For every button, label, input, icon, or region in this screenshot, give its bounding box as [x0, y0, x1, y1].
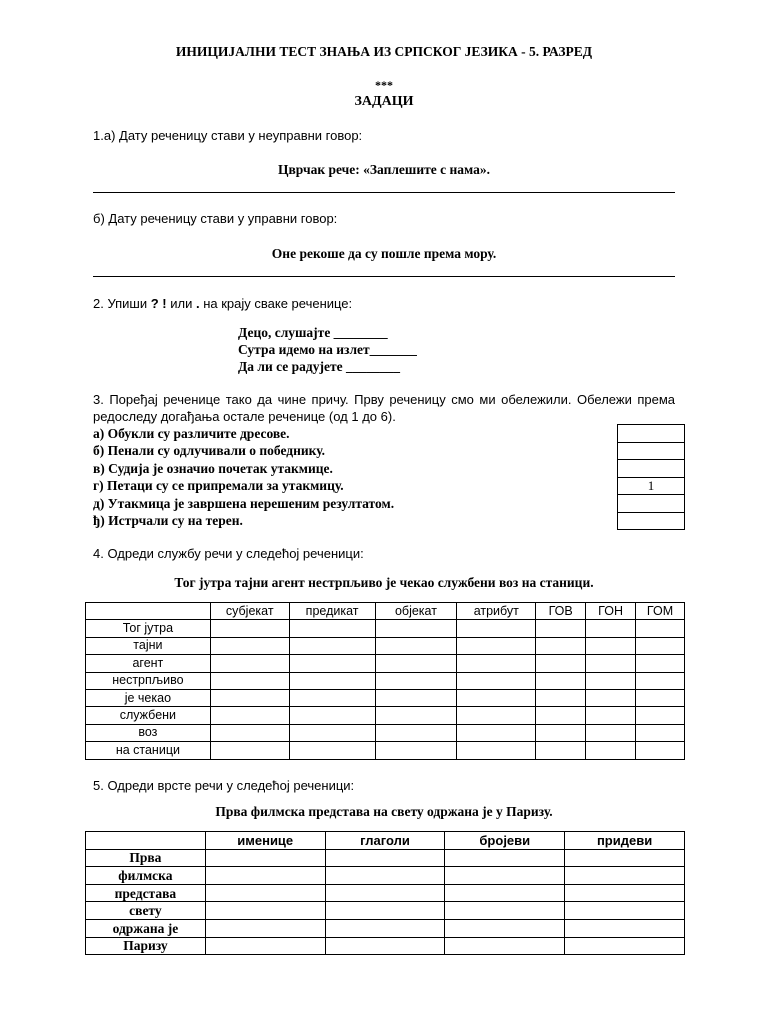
q5-header-cell: придеви: [565, 832, 685, 850]
q1b-answer-line[interactable]: [93, 276, 675, 277]
q3-item: г) Петаци су се припремали за утакмицу.: [93, 478, 344, 494]
q2-prompt-start: 2. Упиши: [93, 296, 151, 311]
q4-cell[interactable]: [636, 707, 685, 724]
table-row: [86, 620, 685, 637]
q3-answer-cell[interactable]: [618, 442, 685, 460]
q4-cell[interactable]: [457, 742, 536, 759]
q5-row-label: представа: [86, 884, 206, 902]
q5-header-cell: глаголи: [325, 832, 445, 850]
q5-cell[interactable]: [565, 867, 685, 885]
q4-header-cell: ГОВ: [536, 603, 586, 620]
table-row: [86, 919, 685, 937]
q5-row-label: одржана је: [86, 919, 206, 937]
q4-header-cell: објекат: [375, 603, 457, 620]
q5-row-label: свету: [86, 902, 206, 920]
q3-answer-cell[interactable]: [618, 495, 685, 513]
q3-prompt: 3. Поређај реченице тако да чине причу. Прву реченицу смо ми обележили. Обележи према редоследу догађања остале реченице (од 1 до 6).: [93, 392, 675, 424]
q5-cell[interactable]: [565, 884, 685, 902]
q4-cell[interactable]: [457, 707, 536, 724]
section-heading: ЗАДАЦИ: [354, 94, 414, 109]
q5-cell[interactable]: [205, 919, 325, 937]
q5-row-label: Прва: [86, 849, 206, 867]
table-row: [86, 902, 685, 920]
q4-cell[interactable]: [210, 620, 289, 637]
q5-cell[interactable]: [205, 884, 325, 902]
q4-cell[interactable]: [536, 707, 586, 724]
q3-answer-cell[interactable]: [618, 460, 685, 478]
q4-cell[interactable]: [636, 620, 685, 637]
q5-header-row: [86, 832, 685, 850]
q4-row-label: је чекао: [86, 689, 211, 706]
q3-item: в) Судија је означио почетак утакмице.: [93, 460, 333, 476]
q4-cell[interactable]: [210, 707, 289, 724]
q1a-answer-line[interactable]: [93, 192, 675, 193]
q1b-sentence: Оне рекоше да су пошле према мору.: [271, 246, 497, 261]
q4-cell[interactable]: [586, 620, 636, 637]
q4-cell[interactable]: [636, 672, 685, 689]
q3-items: [93, 425, 394, 529]
q4-cell[interactable]: [586, 724, 636, 741]
q5-cell[interactable]: [565, 849, 685, 867]
q5-cell[interactable]: [445, 867, 565, 885]
q4-cell[interactable]: [536, 637, 586, 654]
q4-row-label: тајни: [86, 637, 211, 654]
q4-row-label: Тог јутра: [86, 620, 211, 637]
q5-cell[interactable]: [205, 849, 325, 867]
q3-item: б) Пенали су одлучивали о победнику.: [93, 443, 326, 459]
table-row: [86, 655, 685, 672]
q5-cell[interactable]: [565, 937, 685, 955]
q5-header-cell: именице: [205, 832, 325, 850]
q4-cell[interactable]: [536, 655, 586, 672]
q4-cell[interactable]: [636, 637, 685, 654]
q5-cell[interactable]: [325, 884, 445, 902]
q2-prompt-marks: ? !: [150, 296, 167, 311]
q3-item: д) Утакмица је завршена нерешеним резултатом.: [93, 495, 395, 511]
q5-cell[interactable]: [445, 849, 565, 867]
q4-cell[interactable]: [375, 689, 457, 706]
q4-cell[interactable]: [636, 724, 685, 741]
q4-cell[interactable]: [457, 655, 536, 672]
q3-answer-table: [617, 424, 685, 530]
q3-answer-cell[interactable]: [618, 425, 685, 443]
q4-cell[interactable]: [536, 672, 586, 689]
q1a-prompt: 1.а) Дату реченицу стави у неуправни говор:: [93, 128, 363, 143]
q4-header-cell: предикат: [289, 603, 375, 620]
q5-cell[interactable]: [325, 849, 445, 867]
q5-row-label: Паризу: [86, 937, 206, 955]
q3-item: ђ) Истрчали су на терен.: [93, 513, 243, 529]
q4-cell[interactable]: [289, 707, 375, 724]
table-row: [86, 742, 685, 759]
q5-cell[interactable]: [445, 937, 565, 955]
q4-cell[interactable]: [289, 689, 375, 706]
q4-cell[interactable]: [636, 742, 685, 759]
q4-cell[interactable]: [375, 620, 457, 637]
q5-row-label: филмска: [86, 867, 206, 885]
q4-cell[interactable]: [636, 689, 685, 706]
q4-cell[interactable]: [210, 689, 289, 706]
q5-prompt: 5. Одреди врсте речи у следећој реченици:: [93, 778, 355, 793]
q4-cell[interactable]: [586, 672, 636, 689]
table-row: [86, 849, 685, 867]
table-row: [86, 724, 685, 741]
q2-sentences: [238, 324, 417, 375]
table-row: [86, 637, 685, 654]
q4-cell[interactable]: [457, 689, 536, 706]
q4-cell[interactable]: [289, 724, 375, 741]
q2-prompt-dot: .: [195, 296, 200, 311]
q4-row-label: службени: [86, 707, 211, 724]
q4-row-label: воз: [86, 724, 211, 741]
q3-item: а) Обукли су различите дресове.: [93, 426, 290, 441]
q5-cell[interactable]: [445, 902, 565, 920]
q2-prompt-mid: или: [166, 296, 196, 311]
q4-header-cell: ГОН: [586, 603, 636, 620]
q4-prompt: 4. Одреди службу речи у следећој реченици:: [93, 546, 364, 561]
q4-row-label: на станици: [86, 742, 211, 759]
q4-cell[interactable]: [375, 672, 457, 689]
q4-header-cell: ГОМ: [636, 603, 685, 620]
q2-prompt: [93, 296, 352, 311]
table-row: [86, 884, 685, 902]
stars-separator: ***: [375, 78, 393, 92]
q5-header-cell: бројеви: [445, 832, 565, 850]
q5-sentence: Прва филмска представа на свету одржана је у Паризу.: [215, 804, 553, 819]
q4-cell[interactable]: [536, 742, 586, 759]
q5-header-cell: [86, 832, 206, 850]
page-title: ИНИЦИЈАЛНИ ТЕСТ ЗНАЊА ИЗ СРПСКОГ ЈЕЗИКА - 5. РАЗРЕД: [175, 44, 593, 59]
q4-cell[interactable]: [210, 672, 289, 689]
q4-cell[interactable]: [210, 724, 289, 741]
q4-cell[interactable]: [375, 742, 457, 759]
q5-cell[interactable]: [325, 919, 445, 937]
q4-cell[interactable]: [457, 620, 536, 637]
q5-cell[interactable]: [325, 902, 445, 920]
q5-table: [85, 831, 685, 955]
q4-cell[interactable]: [586, 689, 636, 706]
q4-cell[interactable]: [457, 724, 536, 741]
q4-cell[interactable]: [289, 655, 375, 672]
q4-cell[interactable]: [210, 637, 289, 654]
q4-cell[interactable]: [289, 620, 375, 637]
q2-sentence[interactable]: Децо, слушајте ________: [238, 325, 388, 340]
q5-cell[interactable]: [205, 937, 325, 955]
q4-cell[interactable]: [289, 672, 375, 689]
q4-cell[interactable]: [375, 637, 457, 654]
q4-row-label: агент: [86, 655, 211, 672]
q4-header-cell: субјекат: [210, 603, 289, 620]
q4-cell[interactable]: [457, 672, 536, 689]
q2-sentence[interactable]: Да ли се радујете ________: [238, 359, 400, 374]
q4-cell[interactable]: [375, 707, 457, 724]
table-row: [86, 689, 685, 706]
q5-cell[interactable]: [445, 919, 565, 937]
q4-cell[interactable]: [586, 637, 636, 654]
q1b-prompt: б) Дату реченицу стави у управни говор:: [93, 211, 338, 226]
q4-cell[interactable]: [586, 655, 636, 672]
q4-cell[interactable]: [289, 637, 375, 654]
q4-cell[interactable]: [210, 655, 289, 672]
q5-cell[interactable]: [325, 867, 445, 885]
q4-cell[interactable]: [536, 689, 586, 706]
q4-cell[interactable]: [636, 655, 685, 672]
q1a-sentence: Цврчак рече: «Заплешите с нама».: [278, 162, 490, 177]
q5-cell[interactable]: [565, 902, 685, 920]
q4-cell[interactable]: [210, 742, 289, 759]
q5-cell[interactable]: [445, 884, 565, 902]
q4-sentence: Тог јутра тајни агент нестрпљиво је чекао службени воз на станици.: [174, 575, 594, 590]
q4-cell[interactable]: [586, 742, 636, 759]
q4-header-row: [86, 603, 685, 620]
q4-row-label: нестрпљиво: [86, 672, 211, 689]
q4-cell[interactable]: [375, 724, 457, 741]
q4-cell[interactable]: [536, 724, 586, 741]
q4-cell[interactable]: [586, 707, 636, 724]
q4-cell[interactable]: [536, 620, 586, 637]
q4-header-cell: атрибут: [457, 603, 536, 620]
q4-header-cell: [86, 603, 211, 620]
q4-table: [85, 602, 685, 760]
table-row: [86, 937, 685, 955]
q3-answer-cell[interactable]: [618, 512, 685, 530]
q2-sentence[interactable]: Сутра идемо на излет_______: [238, 342, 417, 357]
table-row: [86, 707, 685, 724]
q2-prompt-end: на крају сваке реченице:: [199, 296, 353, 311]
table-row: [86, 672, 685, 689]
q5-cell[interactable]: [205, 867, 325, 885]
q4-cell[interactable]: [375, 655, 457, 672]
q3-answer-cell[interactable]: 1: [618, 477, 685, 495]
q5-cell[interactable]: [565, 919, 685, 937]
q5-cell[interactable]: [205, 902, 325, 920]
q5-cell[interactable]: [325, 937, 445, 955]
q4-cell[interactable]: [457, 637, 536, 654]
q4-cell[interactable]: [289, 742, 375, 759]
table-row: [86, 867, 685, 885]
